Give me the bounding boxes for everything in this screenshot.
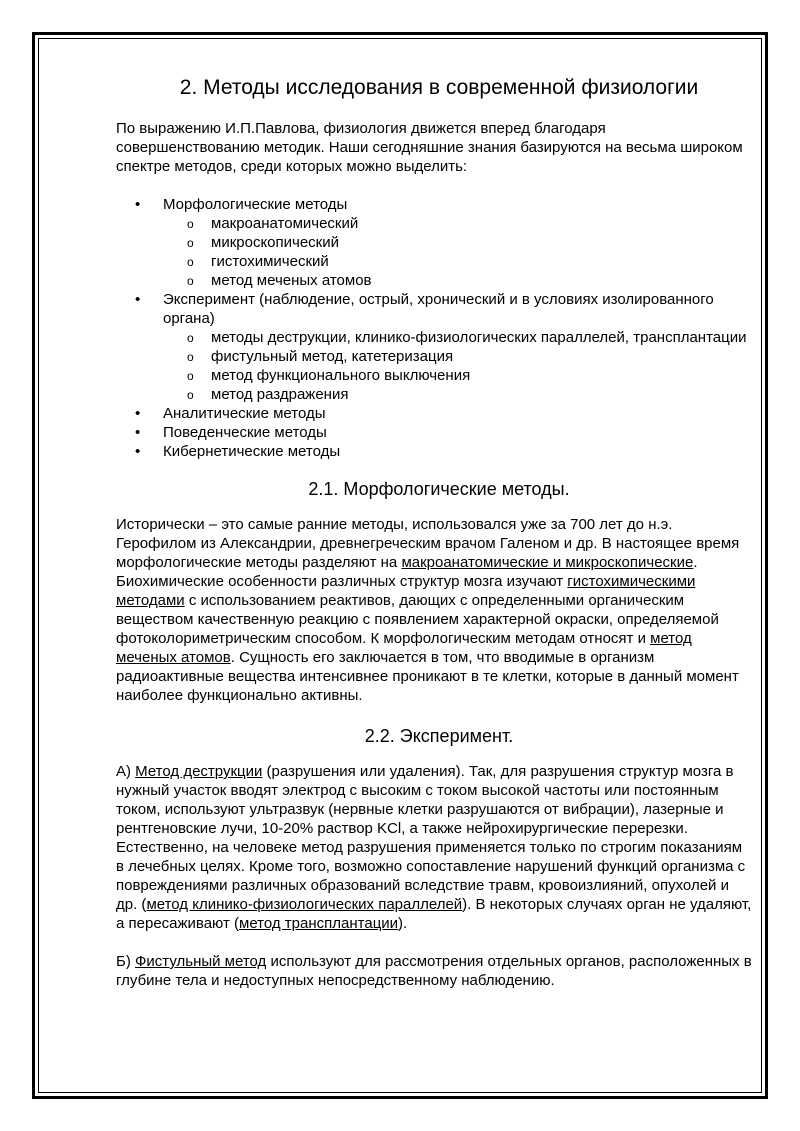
- sub-list-item: o фистульный метод, катетеризация: [163, 347, 752, 366]
- sub-list-item: o микроскопический: [163, 233, 752, 252]
- underlined-term: макроанатомические и микроскопические: [401, 554, 694, 571]
- list-item-label: Поведенческие методы: [163, 424, 327, 441]
- text-run: ).: [398, 915, 408, 932]
- list-item: [116, 195, 752, 290]
- sub-list: [163, 214, 752, 290]
- sub-list-item: o метод меченых атомов: [163, 271, 752, 290]
- text-run: используют для рассмотрения отдельных органов, расположенных в глубине тела и недоступных непосредственному наблюдению.: [116, 953, 752, 989]
- section-heading-experiment: 2.2. Эксперимент.: [364, 726, 514, 746]
- text-run: . Биохимические особенности различных структур мозга изучают: [116, 554, 698, 590]
- text-run: ). В некоторых случаях орган не удаляют, а пересаживают (: [116, 896, 752, 932]
- text-run: с использованием реактивов, дающих с определенными органическим веществом качественную реакцию с появлением характерной окраски, определяемой фотоколориметрическим способом. К морфологическим методам относят и: [116, 592, 719, 647]
- list-item-label: Эксперимент (наблюдение, острый, хронический и в условиях изолированного органа): [163, 291, 714, 327]
- underlined-term: метод клинико-физиологических параллелей: [146, 896, 463, 913]
- experiment-paragraph-a: [116, 762, 752, 933]
- text-run: (разрушения или удаления). Так, для разрушения структур мозга в нужный участок вводят электрод с высоким с током высокой частоты или постоянным током, используют ультразвук (нервные клетки разрушаются от вибрации), лазерные и рентгеновские лучи, 10-20% раствор KCl, а также нейрохирургические перерезки. Естественно, на человеке метод разрушения применяется только по строгим показаниям в лечебных целях. Кроме того, возможно сопоставление нарушений функций организма с повреждениями различных образований вследствие травм, кровоизлияний, опухолей и др. (: [116, 763, 746, 913]
- sub-list-item: o метод раздражения: [163, 385, 752, 404]
- sub-list-item: o макроанатомический: [163, 214, 752, 233]
- list-item: [116, 290, 752, 404]
- text-run: Исторически – это самые ранние методы, использовался уже за 700 лет до н.э. Герофилом из Александрии, древнегреческим врачом Галеном и др. В настоящее время морфологические методы разделяют на: [116, 516, 740, 571]
- morphology-paragraph: [116, 515, 752, 705]
- intro-paragraph: По выражению И.П.Павлова, физиология движется вперед благодаря совершенствованию методик. Наши сегодняшние знания базируются на весьма широком спектре методов, среди которых можно выделить:: [116, 120, 743, 175]
- sub-list-item: o гистохимический: [163, 252, 752, 271]
- list-item-label: Морфологические методы: [163, 196, 348, 213]
- sub-list-item: o метод функционального выключения: [163, 366, 752, 385]
- text-run: Б): [116, 953, 136, 970]
- underlined-term: метод трансплантации: [239, 915, 399, 932]
- experiment-paragraph-b: [116, 952, 752, 990]
- sub-list-item: o методы деструкции, клинико-физиологических параллелей, трансплантации: [163, 328, 752, 347]
- list-item: [116, 423, 752, 442]
- list-item: [116, 442, 752, 461]
- list-item: [116, 404, 752, 423]
- text-run: . Сущность его заключается в том, что вводимые в организм радиоактивные вещества интенсивнее проникают в те клетки, которые в данный момент наиболее функционально активны.: [116, 649, 739, 704]
- list-item-label: Кибернетические методы: [163, 443, 341, 460]
- document-body: [116, 74, 752, 1009]
- text-run: А): [116, 763, 136, 780]
- list-item-label: Аналитические методы: [163, 405, 326, 422]
- underlined-term: гистохимическими методами: [116, 573, 696, 609]
- underlined-term: Метод деструкции: [135, 763, 263, 780]
- underlined-term: метод меченых атомов: [116, 630, 692, 666]
- underlined-term: Фистульный метод: [135, 953, 267, 970]
- page-title: 2. Методы исследования в современной физиологии: [179, 76, 699, 99]
- section-heading-morphology: 2.1. Морфологические методы.: [308, 479, 570, 499]
- methods-list: [116, 195, 752, 461]
- sub-list: [163, 328, 752, 404]
